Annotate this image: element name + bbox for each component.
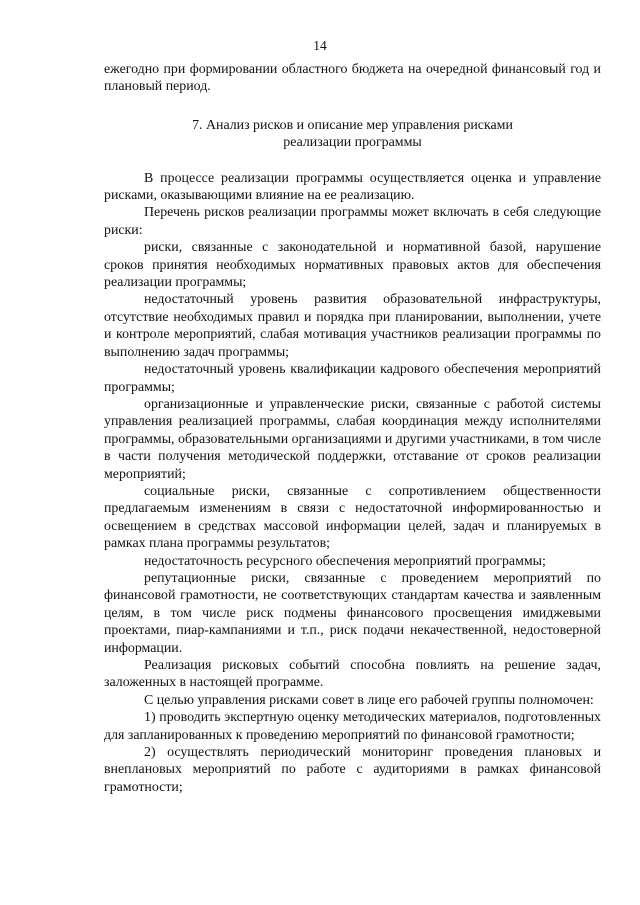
list-item-expert-assessment: 1) проводить экспертную оценку методических материалов, подготовленных для запланированных к проведению мероприятий по финансовой грамотности; <box>104 710 601 743</box>
list-item-organizational-risks: организационные и управленческие риски, связанные с работой системы управления реализацией программы, слабая координация между исполнителями программы, образовательными организациями и другими участниками, в том числе в части получения методической поддержки, отставание от сроков реализации мероприятий; <box>104 396 601 482</box>
paragraph-risk-events: Реализация рисковых событий способна повлиять на решение задач, заложенных в настоящей программе. <box>104 658 601 691</box>
paragraph-risk-assessment: В процессе реализации программы осуществляется оценка и управление рисками, оказывающими влияние на ее реализацию. <box>104 170 601 204</box>
section-heading <box>104 117 601 152</box>
list-item-infrastructure-risks: недостаточный уровень развития образовательной инфраструктуры, отсутствие необходимых правил и порядка при планировании, выполнении, учете и контроле мероприятий, слабая мотивация участников реализации программы по выполнению задач программы; <box>104 292 601 360</box>
section-heading-line-2: реализации программы <box>283 135 422 151</box>
list-item-staff-qualification-risks: недостаточный уровень квалификации кадрового обеспечения мероприятий программы; <box>104 362 601 395</box>
list-item-reputational-risks: репутационные риски, связанные с проведением мероприятий по финансовой грамотности, не соответствующих стандартам качества и заявленным целям, в том числе риск подмены финансового просвещения имиджевыми проектами, пиар-кампаниями и т.п., риск подачи некачественной, недостоверной информации. <box>104 570 601 656</box>
list-item-resource-risks: недостаточность ресурсного обеспечения мероприятий программы; <box>144 553 546 569</box>
paragraph-risk-management-authority: С целью управления рисками совет в лице его рабочей группы полномочен: <box>144 692 594 708</box>
list-item-social-risks: социальные риски, связанные с сопротивлением общественности предлагаемым изменениям в связи с недостаточной информированностью и освещением в средствах массовой информации целей, задач и планируемых в рамках плана программы результатов; <box>104 483 601 552</box>
section-heading-line-1: 7. Анализ рисков и описание мер управления рисками <box>192 117 513 133</box>
list-item-periodic-monitoring: 2) осуществлять периодический мониторинг проведения плановых и внеплановых мероприятий по работе с аудиториями в рамках финансовой грамотности; <box>104 745 601 795</box>
list-item-legal-risks: риски, связанные с законодательной и нормативной базой, нарушение сроков принятия необходимых нормативных правовых актов для обеспечения реализации программы; <box>104 240 601 291</box>
paragraph-risk-list-intro: Перечень рисков реализации программы может включать в себя следующие риски: <box>104 205 601 238</box>
page-number: 14 <box>313 38 327 53</box>
intro-paragraph: ежегодно при формировании областного бюджета на очередной финансовый год и плановый период. <box>104 62 601 95</box>
document-body <box>104 61 601 796</box>
